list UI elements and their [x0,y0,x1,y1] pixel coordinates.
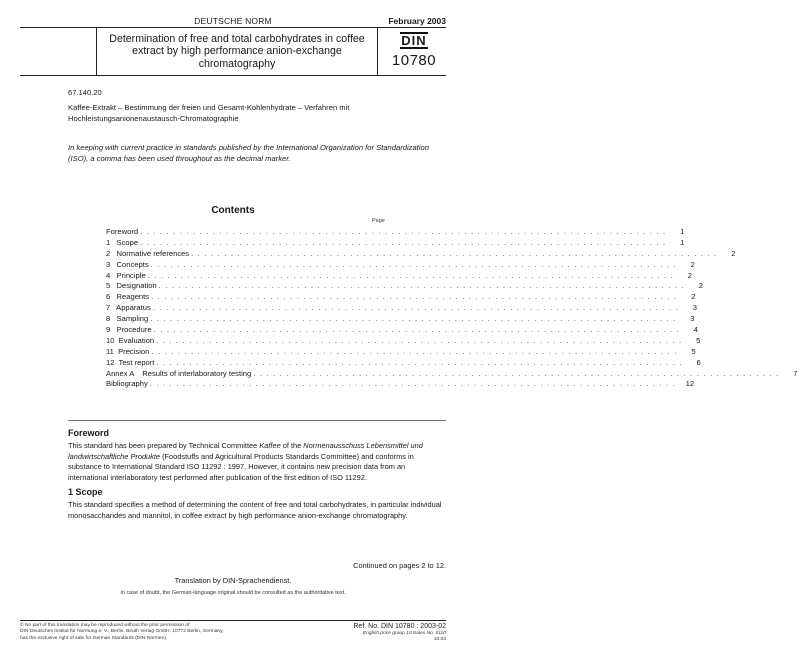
toc-entry-label: 8 Sampling [106,314,149,324]
toc-leader-dots: . . . . . . . . . . . . . . . . . . . . . . . . . . . . . . . . . . . . . . . . . . . . . . . . . . . . . . . . . . . . . . . . . . . . . . . . . . . . . . . . [150,259,677,269]
toc-entry-label: 7 Apparatus [106,303,151,313]
header-label: DEUTSCHE NORM [194,16,272,26]
toc-entry [106,357,701,369]
toc-entry-label: Annex A Results of interlaboratory testing [106,368,252,378]
toc-entry [106,248,736,260]
scope-paragraph: This standard specifies a method of determining the content of free and total carbohydrates, in particular individual monosaccharides and mannitol, in coffee extract by high performance anion-exchange chromatography. [68,500,442,520]
din-logo [388,32,440,69]
document-title-box [96,28,378,75]
toc-entry [106,259,695,271]
toc-entry-label: 10 Evaluation [106,335,155,345]
toc-entry-label: 6 Reagents [106,292,150,302]
foreword-standards-committee: Normenausschuss Lebensmittel und landwirtschaftliche Produkte [68,441,423,461]
din-standard-number: 10780 [391,52,437,69]
toc-entry-page: 12 [685,379,695,389]
contents-page-label: Page [372,218,385,224]
foreword-text-1: This standard has been prepared by Technical Committee [68,441,260,450]
toc-entry-label: 4 Principle [106,270,146,280]
toc-leader-dots: . . . . . . . . . . . . . . . . . . . . . . . . . . . . . . . . . . . . . . . . . . . . . . . . . . . . . . . . . . . . . . . . . . . . . . . . . . . . . . . . [147,270,674,280]
toc-entry-page: 2 [698,281,703,291]
toc-leader-dots: . . . . . . . . . . . . . . . . . . . . . . . . . . . . . . . . . . . . . . . . . . . . . . . . . . . . . . . . . . . . . . . . . . . . . . . . . . . . . . . . [150,314,677,324]
toc-entry [106,303,698,314]
copyright-notice [20,623,280,642]
iso-decimal-note: In keeping with current practice in standards published by the International Organization for Standardization (ISO), a comma has been used throughout as the decimal marker. [68,143,429,163]
toc-leader-dots: . . . . . . . . . . . . . . . . . . . . . . . . . . . . . . . . . . . . . . . . . . . . . . . . . . . . . . . . . . . . . . . . . . . . . . . . . . . . . . . . [149,379,677,389]
foreword-text-3: of the [280,441,304,450]
header-date: February 2003 [388,16,446,26]
authoritative-text-note: In case of doubt, the German-language original should be consulted as the authoritative text. [120,590,346,596]
toc-entry [106,379,695,390]
toc-leader-dots: . . . . . . . . . . . . . . . . . . . . . . . . . . . . . . . . . . . . . . . . . . . . . . . . . . . . . . . . . . . . . . . . . . . . . . . . . . . . . . . . [152,303,680,313]
toc-leader-dots: . . . . . . . . . . . . . . . . . . . . . . . . . . . . . . . . . . . . . . . . . . . . . . . . . . . . . . . . . . . . . . . . . . . . . . . . . . . . . . . . [156,335,683,345]
toc-entry-label: 5 Designation [106,281,157,291]
toc-entry [106,281,703,292]
foreword-committee-name: Kaffee [259,441,281,450]
toc-leader-dots: . . . . . . . . . . . . . . . . . . . . . . . . . . . . . . . . . . . . . . . . . . . . . . . . . . . . . . . . . . . . . . . . . . . . . . . . . . . . . . . . [253,368,780,378]
continued-note: Continued on pages 2 to 12. [353,561,446,570]
toc-entry-page: 2 [690,259,695,269]
copyright-line-3: has the exclusive right of sale for German Standards (DIN-Normen). [20,635,168,641]
toc-entry-page: 3 [692,303,698,313]
print-date: 10.03 [433,637,446,642]
toc-entry [106,335,701,347]
foreword-heading: Foreword [68,428,110,438]
toc-entry-page: 2 [687,270,692,280]
toc-entry [106,227,685,238]
foreword-text-5: (Foodstuffs and Agricultural Products Standards Committee) and conforms in substance to International Standard ISO 11292 : 1997. However, it contains new precision data from an international interlaboratory test performed after publication of the first edition of ISO 11292. [68,451,414,482]
reference-block [353,623,446,642]
foreword-paragraph [68,441,446,483]
toc-entry-label: 1 Scope [106,237,139,247]
toc-entry-label: Foreword [106,227,139,236]
toc-leader-dots: . . . . . . . . . . . . . . . . . . . . . . . . . . . . . . . . . . . . . . . . . . . . . . . . . . . . . . . . . . . . . . . . . . . . . . . . . . . . . . . . [153,325,680,335]
translation-note: Translation by DIN-Sprachendienst. [174,576,292,585]
copyright-line-1: © No part of this translation may be reproduced without the prior permission of [20,623,190,628]
table-of-contents [106,227,797,390]
toc-entry-page: 5 [691,346,696,356]
toc-leader-dots: . . . . . . . . . . . . . . . . . . . . . . . . . . . . . . . . . . . . . . . . . . . . . . . . . . . . . . . . . . . . . . . . . . . . . . . . . . . . . . . . [156,357,683,367]
toc-leader-dots: . . . . . . . . . . . . . . . . . . . . . . . . . . . . . . . . . . . . . . . . . . . . . . . . . . . . . . . . . . . . . . . . . . . . . . . . . . . . . . . . [151,292,678,302]
section-divider [68,420,446,421]
ics-code: 67.140.20 [68,88,102,97]
reference-number: Ref. No. DIN 10780 : 2003-02 [353,623,446,630]
toc-entry-page: 2 [691,292,696,302]
toc-entry-label: 11 Precision [106,346,150,356]
toc-entry-label: 12 Test report [106,357,155,367]
toc-entry-page: 4 [693,325,698,335]
toc-entry [106,237,685,249]
toc-entry [106,325,698,336]
toc-entry [106,346,696,358]
toc-entry-label: 3 Concepts [106,259,149,269]
document-title: Determination of free and total carbohydrates in coffee extract by high performance anion-exchange chromatography [109,32,365,70]
toc-entry [106,270,692,282]
price-group: English price group 10 Sales No. 0110 [362,631,446,636]
footer-rule [20,620,446,621]
toc-entry-label: 2 Normative references [106,248,190,258]
din-logo-mark: DIN [401,33,427,48]
toc-entry-label: Bibliography [106,379,148,389]
toc-leader-dots: . . . . . . . . . . . . . . . . . . . . . . . . . . . . . . . . . . . . . . . . . . . . . . . . . . . . . . . . . . . . . . . . . . . . . . . . . . . . . . . . [140,227,667,236]
german-title: Kaffee-Extrakt – Bestimmung der freien und Gesamt-Kohlenhydrate – Verfahren mit Hochleistungsanionenaustausch-Chromatographie [68,103,350,123]
toc-leader-dots: . . . . . . . . . . . . . . . . . . . . . . . . . . . . . . . . . . . . . . . . . . . . . . . . . . . . . . . . . . . . . . . . . . . . . . . . . . . . . . . . [158,281,685,291]
contents-heading: Contents [211,205,255,216]
toc-entry [106,368,797,380]
toc-leader-dots: . . . . . . . . . . . . . . . . . . . . . . . . . . . . . . . . . . . . . . . . . . . . . . . . . . . . . . . . . . . . . . . . . . . . . . . . . . . . . . . . [140,237,667,247]
toc-leader-dots: . . . . . . . . . . . . . . . . . . . . . . . . . . . . . . . . . . . . . . . . . . . . . . . . . . . . . . . . . . . . . . . . . . . . . . . . . . . . . . . . [191,248,718,258]
toc-entry-page: 5 [696,335,701,345]
scope-heading: 1 Scope [68,487,103,497]
toc-entry-page: 1 [680,237,685,247]
toc-leader-dots: . . . . . . . . . . . . . . . . . . . . . . . . . . . . . . . . . . . . . . . . . . . . . . . . . . . . . . . . . . . . . . . . . . . . . . . . . . . . . . . . [151,346,678,356]
toc-entry-page: 6 [696,357,701,367]
toc-entry-label: 9 Procedure [106,325,152,335]
copyright-line-2: DIN Deutsches Institut für Normung e. V., Berlin. Beuth Verlag GmbH, 10772 Berlin, Germany, [20,629,224,635]
toc-entry-page: 2 [731,248,736,258]
toc-entry-page: 1 [680,227,685,236]
toc-entry [106,314,695,325]
toc-entry [106,292,696,303]
toc-entry-page: 7 [793,368,797,378]
toc-entry-page: 3 [690,314,695,324]
title-rule [20,75,446,76]
